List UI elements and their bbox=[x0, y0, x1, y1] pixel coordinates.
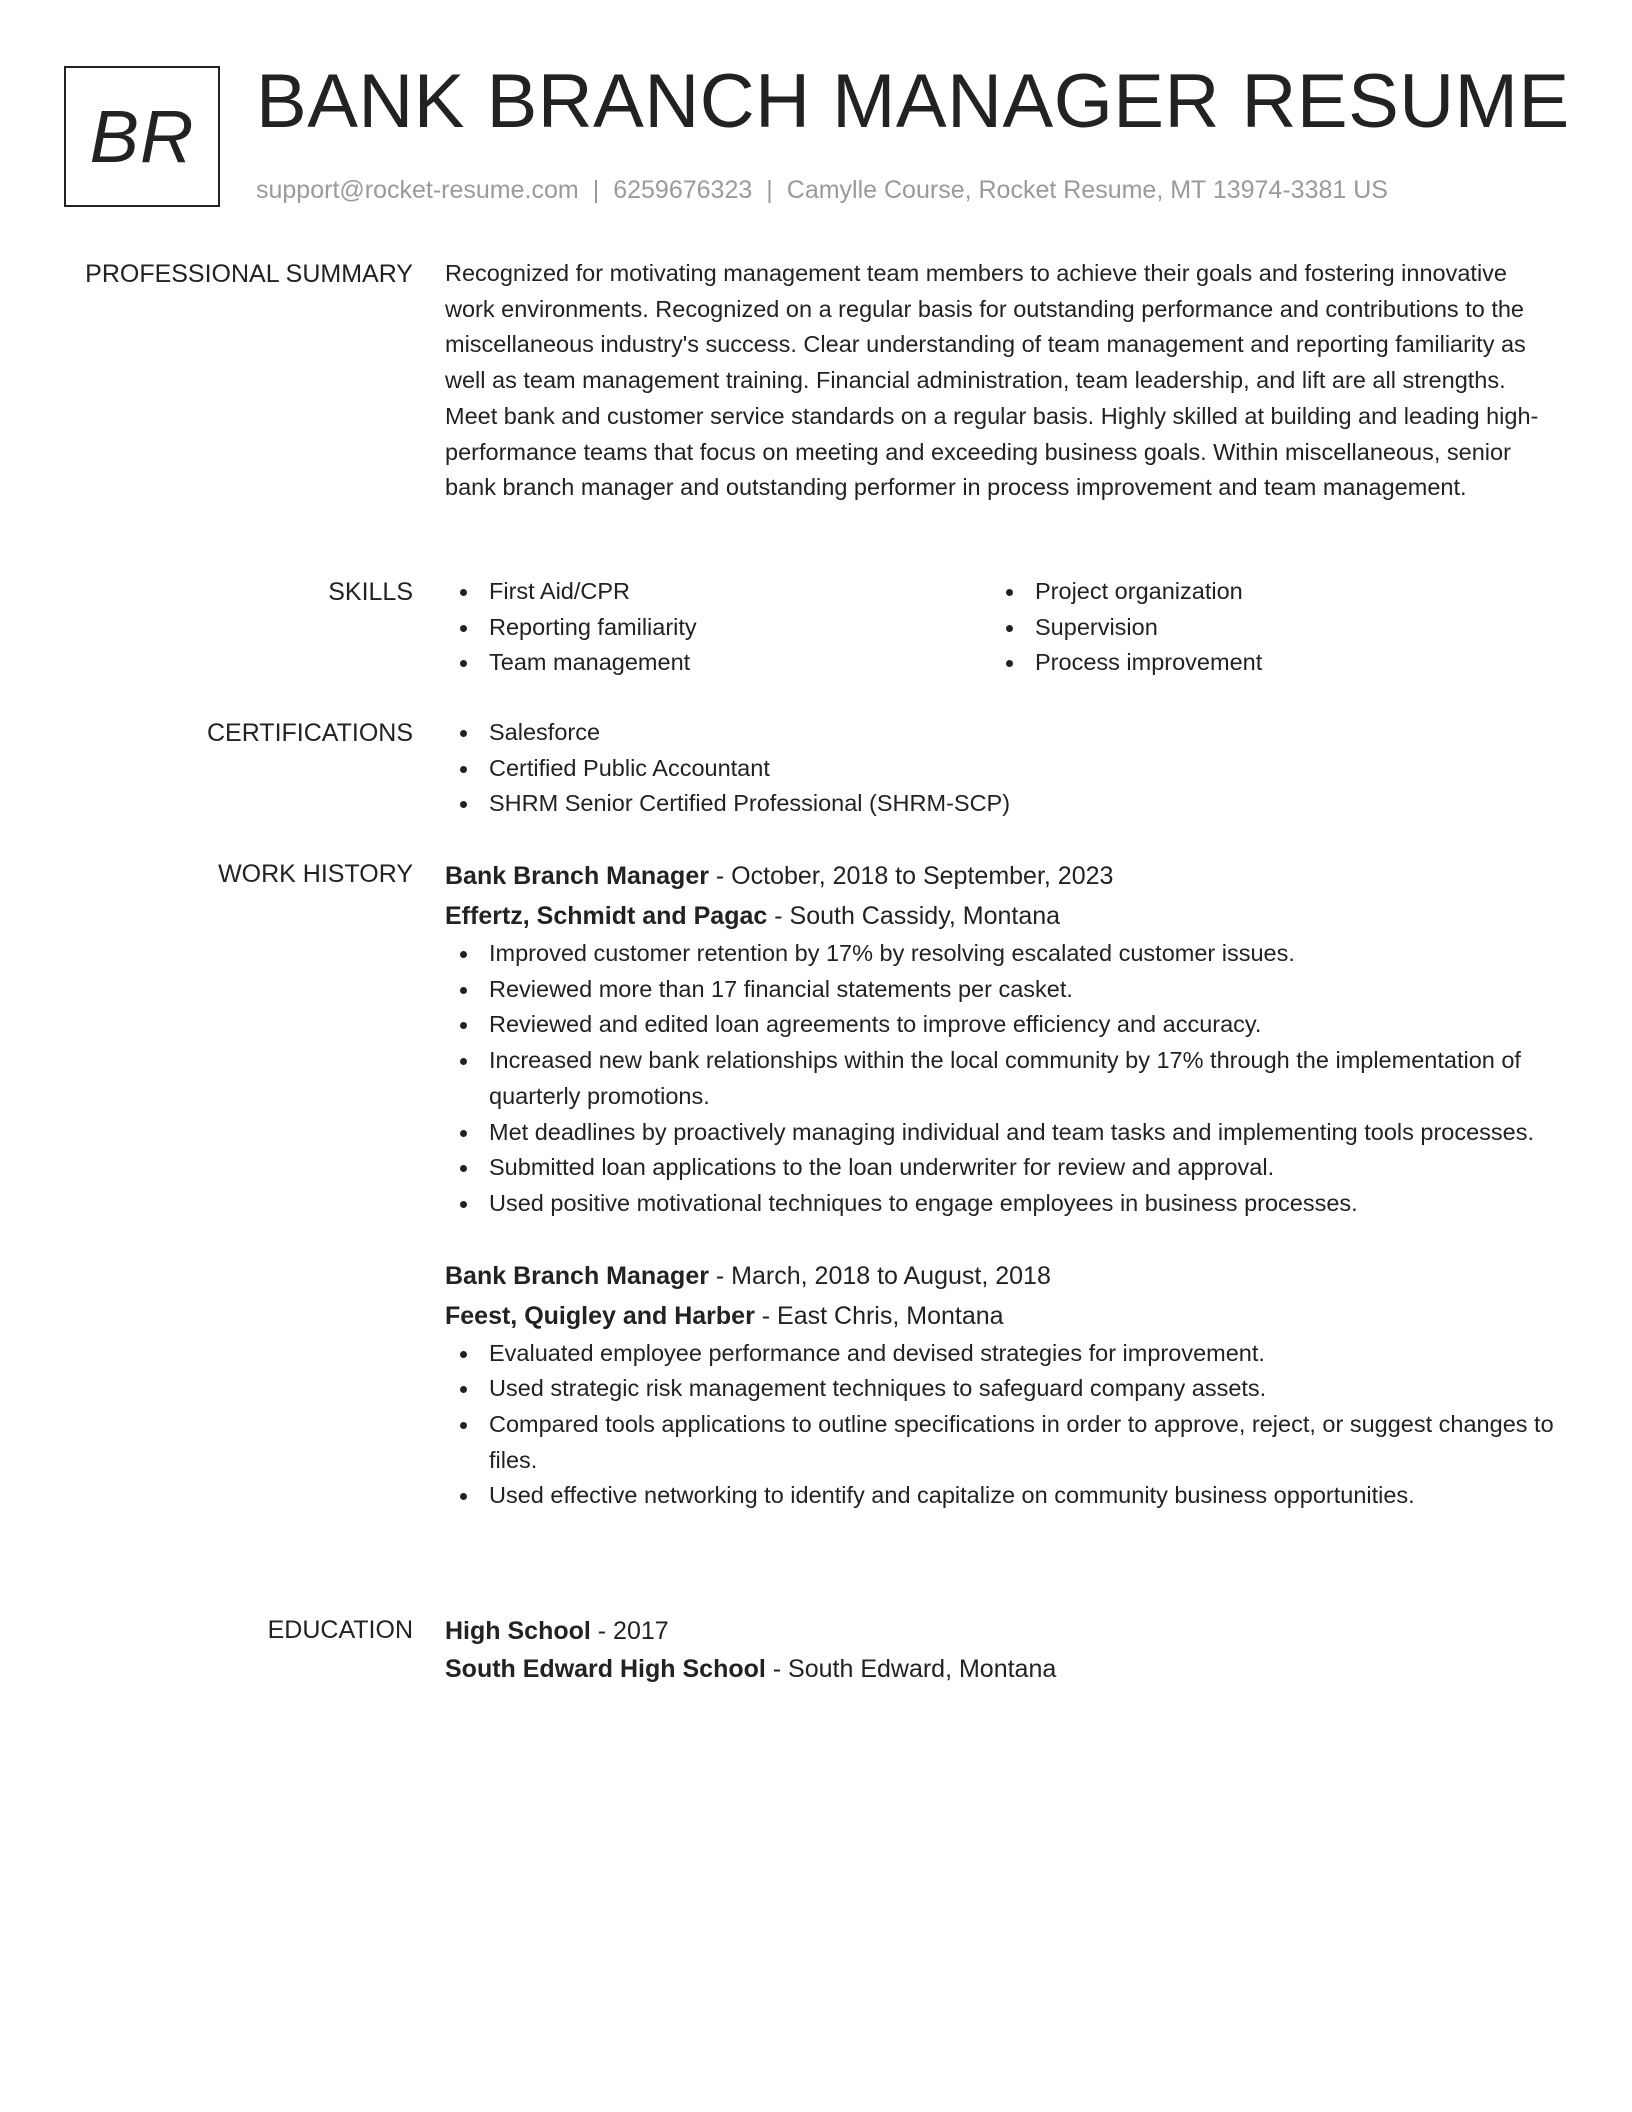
job-title: Bank Branch Manager bbox=[445, 862, 709, 890]
job-duty-item: Used positive motivational techniques to engage employees in business processes. bbox=[445, 1186, 1562, 1222]
contact-phone: 6259676323 bbox=[613, 176, 753, 204]
job-duty-item: Met deadlines by proactively managing individual and team tasks and implementing tools processes. bbox=[445, 1115, 1562, 1151]
job-dates: - March, 2018 to August, 2018 bbox=[708, 1261, 1051, 1290]
contact-separator: | bbox=[592, 176, 600, 204]
education-year: - 2017 bbox=[590, 1617, 669, 1645]
summary-body bbox=[445, 256, 1562, 506]
education-location: - South Edward, Montana bbox=[765, 1655, 1057, 1683]
contact-separator: | bbox=[766, 176, 773, 204]
skill-item: Team management bbox=[445, 645, 991, 681]
section-heading-summary: PROFESSIONAL SUMMARY bbox=[85, 260, 413, 288]
skills-list bbox=[445, 574, 1562, 681]
job-duty-item: Used strategic risk management techniques to safeguard company assets. bbox=[445, 1371, 1562, 1407]
skills-column-right bbox=[991, 574, 1537, 681]
job-duties-list bbox=[445, 1336, 1562, 1515]
skill-item: Reporting familiarity bbox=[445, 610, 991, 646]
contact-email: support@rocket-resume.com bbox=[256, 176, 579, 204]
contact-address: Camylle Course, Rocket Resume, MT 13974-3381 US bbox=[786, 176, 1388, 204]
section-heading-skills: SKILLS bbox=[328, 578, 413, 606]
job-duty-item: Submitted loan applications to the loan underwriter for review and approval. bbox=[445, 1150, 1562, 1186]
certifications-body bbox=[445, 715, 1562, 822]
job-duty-item: Compared tools applications to outline specifications in order to approve, reject, or suggest changes to files. bbox=[445, 1407, 1562, 1478]
job-dates: - October, 2018 to September, 2023 bbox=[708, 862, 1114, 890]
job-entry bbox=[445, 856, 1562, 1222]
job-duty-item: Used effective networking to identify and capitalize on community business opportunities. bbox=[445, 1478, 1562, 1514]
job-title-line bbox=[445, 1256, 1562, 1296]
certification-item: Certified Public Accountant bbox=[445, 751, 1562, 787]
job-location: - South Cassidy, Montana bbox=[767, 902, 1061, 930]
job-entry bbox=[445, 1256, 1562, 1515]
certification-item: SHRM Senior Certified Professional (SHRM-SCP) bbox=[445, 786, 1562, 822]
job-duty-item: Increased new bank relationships within the local community by 17% through the implementation of quarterly promotions. bbox=[445, 1043, 1562, 1114]
summary-text: Recognized for motivating management team members to achieve their goals and fostering innovative work environments. Recognized on a regular basis for outstanding performance and contributions to the miscellaneous industry's success. Clear understanding of team management and reporting familiarity as well as team management training. Financial administration, team leadership, and lift are all strengths. Meet bank and customer service standards on a regular basis. Highly skilled at building and leading high-performance teams that focus on meeting and exceeding business goals. Within miscellaneous, senior bank branch manager and outstanding performer in process improvement and team management. bbox=[445, 260, 1539, 501]
education-degree: High School bbox=[445, 1617, 591, 1645]
skill-item: Supervision bbox=[991, 610, 1537, 646]
job-duty-item: Reviewed and edited loan agreements to improve efficiency and accuracy. bbox=[445, 1007, 1562, 1043]
job-location: - East Chris, Montana bbox=[754, 1301, 1004, 1330]
education-school-line bbox=[445, 1650, 1562, 1688]
job-title-line bbox=[445, 856, 1562, 896]
skill-item: Process improvement bbox=[991, 645, 1537, 681]
education-body bbox=[445, 1612, 1562, 1688]
certifications-list bbox=[445, 715, 1562, 822]
job-duty-item: Evaluated employee performance and devised strategies for improvement. bbox=[445, 1336, 1562, 1372]
monogram-logo: BR bbox=[64, 66, 220, 207]
job-duty-item: Improved customer retention by 17% by resolving escalated customer issues. bbox=[445, 936, 1562, 972]
job-duties-list bbox=[445, 936, 1562, 1222]
job-company-line bbox=[445, 1296, 1562, 1336]
job-company: Feest, Quigley and Harber bbox=[445, 1301, 755, 1330]
skill-item: First Aid/CPR bbox=[445, 574, 991, 610]
skills-column-left bbox=[445, 574, 991, 681]
job-company: Effertz, Schmidt and Pagac bbox=[445, 902, 768, 930]
job-title: Bank Branch Manager bbox=[445, 1261, 709, 1290]
section-heading-education: EDUCATION bbox=[267, 1616, 413, 1644]
work-history-body bbox=[445, 856, 1562, 1514]
education-degree-line bbox=[445, 1612, 1562, 1650]
certification-item: Salesforce bbox=[445, 715, 1562, 751]
section-heading-work-history: WORK HISTORY bbox=[218, 860, 413, 888]
skill-item: Project organization bbox=[991, 574, 1537, 610]
section-heading-certifications: CERTIFICATIONS bbox=[206, 719, 413, 747]
contact-line bbox=[256, 174, 1388, 206]
job-company-line bbox=[445, 896, 1562, 936]
page-title: BANK BRANCH MANAGER RESUME bbox=[256, 59, 1570, 144]
education-school: South Edward High School bbox=[445, 1655, 766, 1683]
job-duty-item: Reviewed more than 17 financial statements per casket. bbox=[445, 972, 1562, 1008]
